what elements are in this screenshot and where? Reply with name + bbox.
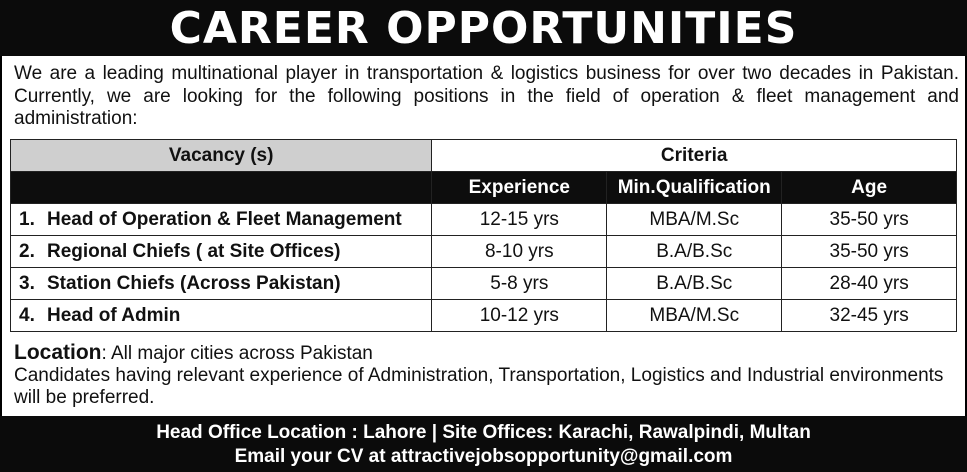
vacancy-table bbox=[10, 139, 957, 332]
table-row bbox=[11, 236, 957, 268]
location-label: Location bbox=[14, 341, 102, 364]
location-section bbox=[14, 342, 959, 409]
intro-paragraph: We are a leading multinational player in transportation & logistics business for over two decades in Pakistan. Currently, we are looking for the following positions in the field of operation & fleet management and administration: bbox=[14, 63, 959, 129]
footer-banner bbox=[0, 416, 967, 472]
experience-cell: 12-15 yrs bbox=[432, 204, 607, 236]
location-text: : All major cities across Pakistan bbox=[101, 343, 373, 364]
row-number: 3. bbox=[19, 272, 35, 294]
position-title: Head of Operation & Fleet Management bbox=[47, 208, 402, 230]
age-cell: 35-50 yrs bbox=[782, 204, 957, 236]
vacancy-cell bbox=[11, 300, 432, 332]
criteria-column-header: Criteria bbox=[432, 140, 957, 172]
experience-cell: 5-8 yrs bbox=[432, 268, 607, 300]
qualification-cell: MBA/M.Sc bbox=[607, 300, 782, 332]
table-row bbox=[11, 300, 957, 332]
experience-column-header: Experience bbox=[432, 172, 607, 204]
table-header-row bbox=[11, 140, 957, 172]
page-title: CAREER OPPORTUNITIES bbox=[0, 0, 967, 56]
qualification-cell: B.A/B.Sc bbox=[607, 236, 782, 268]
vacancy-cell bbox=[11, 268, 432, 300]
age-cell: 28-40 yrs bbox=[782, 268, 957, 300]
qualification-cell: B.A/B.Sc bbox=[607, 268, 782, 300]
vacancy-column-header: Vacancy (s) bbox=[11, 140, 432, 172]
table-row bbox=[11, 268, 957, 300]
age-cell: 35-50 yrs bbox=[782, 236, 957, 268]
vacancy-subheader-blank bbox=[11, 172, 432, 204]
vacancy-cell bbox=[11, 236, 432, 268]
preference-note: Candidates having relevant experience of Administration, Transportation, Logistics and Industrial environments will be preferred. bbox=[14, 365, 944, 408]
experience-cell: 8-10 yrs bbox=[432, 236, 607, 268]
email-contact: Email your CV at attractivejobsopportunity@gmail.com bbox=[234, 446, 733, 467]
table-row bbox=[11, 204, 957, 236]
table-subheader-row bbox=[11, 172, 957, 204]
qualification-column-header: Min.Qualification bbox=[607, 172, 782, 204]
position-title: Head of Admin bbox=[47, 304, 181, 326]
position-title: Station Chiefs (Across Pakistan) bbox=[47, 272, 341, 294]
office-locations: Head Office Location : Lahore | Site Offices: Karachi, Rawalpindi, Multan bbox=[156, 422, 811, 443]
position-title: Regional Chiefs ( at Site Offices) bbox=[47, 240, 341, 262]
qualification-cell: MBA/M.Sc bbox=[607, 204, 782, 236]
row-number: 2. bbox=[19, 240, 35, 262]
age-cell: 32-45 yrs bbox=[782, 300, 957, 332]
row-number: 1. bbox=[19, 208, 35, 230]
experience-cell: 10-12 yrs bbox=[432, 300, 607, 332]
age-column-header: Age bbox=[782, 172, 957, 204]
row-number: 4. bbox=[19, 304, 35, 326]
vacancy-cell bbox=[11, 204, 432, 236]
